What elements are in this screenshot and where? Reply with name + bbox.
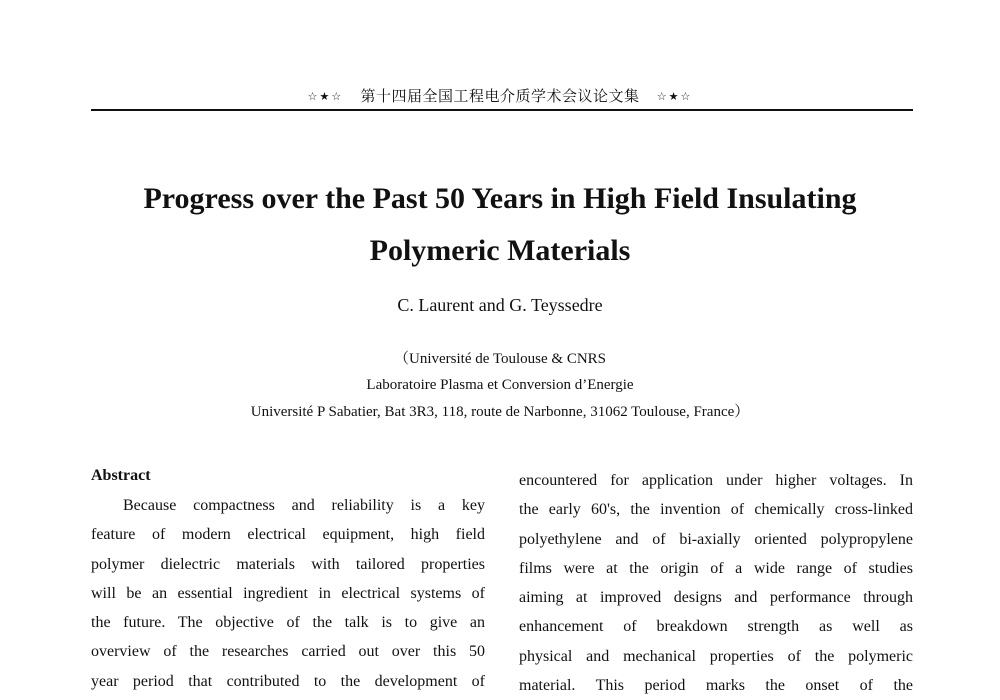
- authors: C. Laurent and G. Teyssedre: [397, 295, 603, 315]
- text-line: will be an essential ingredient in electrical systems of: [91, 584, 485, 602]
- text-line: encountered for application under higher voltages. In: [519, 472, 913, 489]
- abstract-heading: Abstract: [91, 467, 151, 484]
- journal-name: 第十四届全国工程电介质学术会议论文集: [360, 87, 640, 105]
- text-line: material. This period marks the onset of the: [519, 677, 913, 695]
- text-line: the future. The objective of the talk is to give an: [91, 614, 485, 632]
- star-decoration-icon: ☆★☆: [656, 90, 693, 103]
- text-line: physical and mechanical properties of the polymeric: [519, 647, 913, 665]
- abstract-left-column: [91, 461, 485, 696]
- text-line: Because compactness and reliability is a key: [123, 497, 485, 514]
- star-decoration-icon: ☆★☆: [307, 90, 344, 103]
- text-line: polyethylene and of bi-axially oriented polypropylene: [519, 530, 913, 548]
- text-line: aiming at improved designs and performance through: [519, 589, 913, 607]
- text-line: polymer dielectric materials with tailored properties: [91, 555, 485, 573]
- paper-title-line-2: Polymeric Materials: [369, 234, 631, 267]
- text-line: overview of the researches carried out over this 50: [91, 643, 485, 661]
- paper-title-line-1: Progress over the Past 50 Years in High Field Insulating: [143, 182, 857, 215]
- affiliation-line-1: （Université de Toulouse & CNRS: [394, 351, 606, 367]
- running-head: [0, 86, 1000, 107]
- affiliation-line-2: Laboratoire Plasma et Conversion d’Energie: [366, 377, 634, 393]
- text-line: films were at the origin of a wide range of studies: [519, 559, 913, 577]
- text-line: the early 60's, the invention of chemically cross-linked: [519, 501, 913, 519]
- header-rule: [91, 109, 913, 111]
- abstract-right-column: [519, 466, 913, 700]
- text-line: year period that contributed to the development of: [91, 672, 485, 690]
- text-line: enhancement of breakdown strength as well as: [519, 618, 913, 636]
- text-line: feature of modern electrical equipment, high field: [91, 526, 485, 544]
- affiliation-line-3: Université P Sabatier, Bat 3R3, 118, route de Narbonne, 31062 Toulouse, France）: [250, 404, 750, 420]
